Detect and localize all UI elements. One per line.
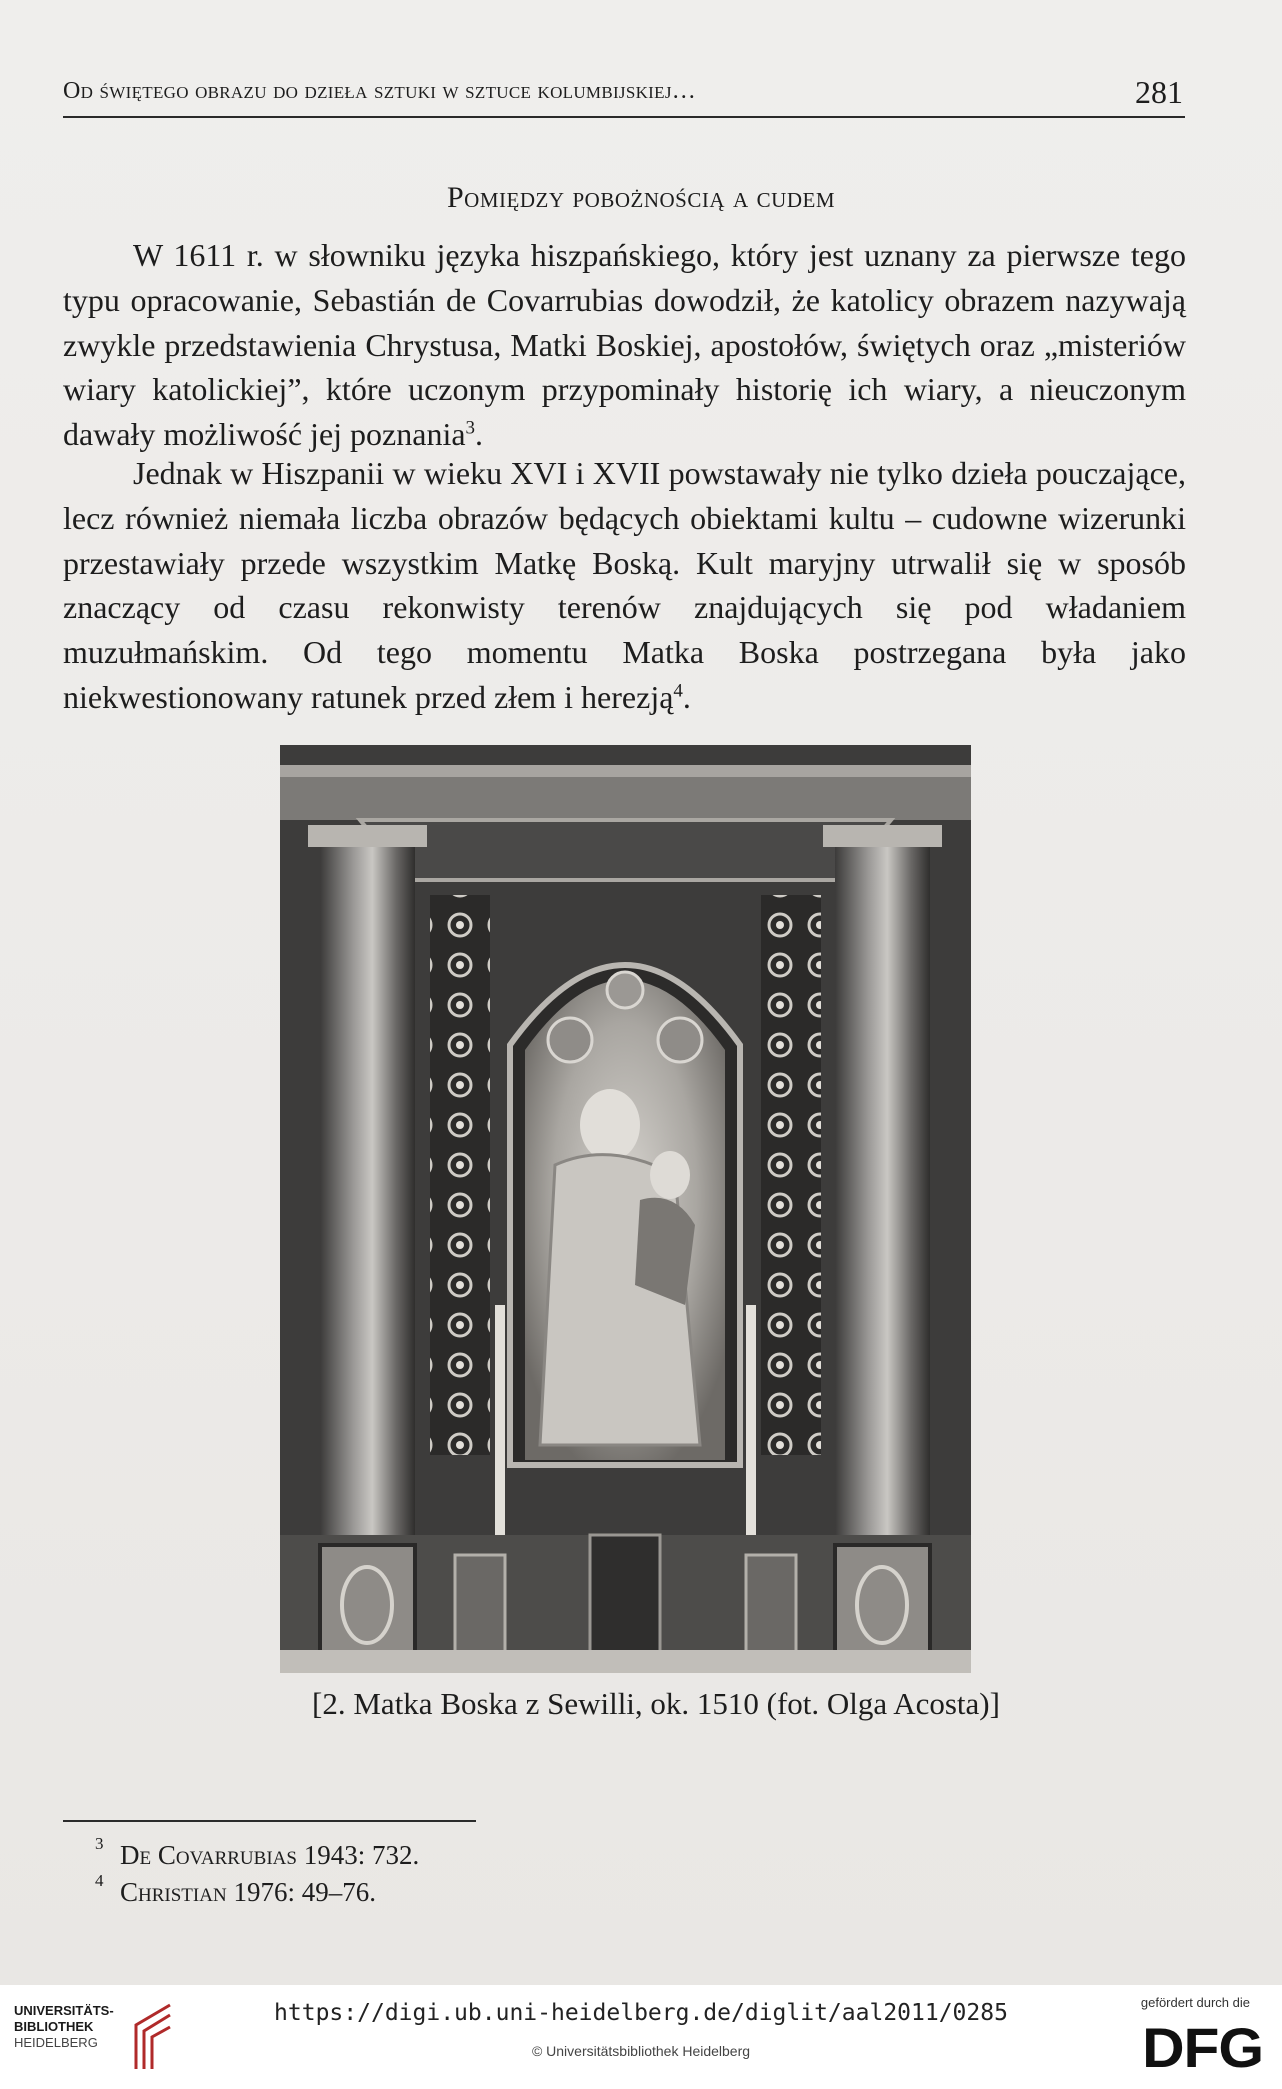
paragraph-text: W 1611 r. w słowniku języka hiszpańskiego, który jest uznany za pierwsze tego typu opracowanie, Sebastián de Covarrubias dowodził, że katolicy obrazem nazywają zwykle przedstawienia Chrystusa, Matki Boskiej, apostołów, świętych oraz „misteriów wiary katolickiej”, które uczonym przypominały historię ich wiary, a nieuczonym dawały możliwość jej poznania: [63, 237, 1186, 453]
footnote-rule: [63, 1820, 476, 1822]
footnote-author: Christian: [120, 1877, 227, 1907]
library-name-line: HEIDELBERG: [14, 2035, 98, 2050]
footnote: [95, 1871, 376, 1908]
paragraph-end: .: [682, 678, 691, 715]
digitization-footer: [0, 1985, 1282, 2089]
library-name-line: UNIVERSITÄTS-: [14, 2003, 114, 2018]
paragraph-2: [63, 451, 1186, 720]
footnote: [95, 1834, 420, 1871]
altar-photograph: [280, 745, 971, 1673]
section-title: Pomiędzy pobożnością a cudem: [446, 181, 836, 214]
dfg-logo[interactable]: DFG: [1141, 2016, 1263, 2079]
footnote-reference: 1943: 732.: [296, 1840, 420, 1870]
altar-illustration: [280, 745, 971, 1673]
running-title: Od świętego obrazu do dzieła sztuki w sztuce kolumbijskiej…: [63, 78, 697, 104]
paragraph-1: [63, 233, 1186, 457]
footnote-ref[interactable]: 4: [673, 680, 683, 702]
footnote-number: 3: [95, 1834, 104, 1853]
footnote-number: 4: [95, 1871, 104, 1890]
funding-note: gefördert durch die: [1140, 1995, 1250, 2010]
header-rule: [63, 116, 1185, 118]
figure-caption: [2. Matka Boska z Sewilli, ok. 1510 (fot. Olga Acosta)]: [312, 1686, 1000, 1721]
page-number: 281: [1135, 74, 1183, 110]
footnote-author: De Covarrubias: [120, 1840, 297, 1870]
paragraph-end: .: [475, 416, 484, 453]
page-url-link[interactable]: https://digi.ub.uni-heidelberg.de/diglit/aal2011/0285: [274, 2000, 1008, 2026]
library-name-line: BIBLIOTHEK: [14, 2019, 94, 2034]
copyright-notice: © Universitätsbibliothek Heidelberg: [531, 2043, 751, 2059]
footnote-reference: 1976: 49–76.: [226, 1877, 376, 1907]
footnote-ref[interactable]: 3: [465, 417, 476, 439]
paragraph-text: Jednak w Hiszpanii w wieku XVI i XVII powstawały nie tylko dzieła pouczające, lecz również niemała liczba obrazów będących obiektami kultu – cudowne wizerunki przestawiały przede wszystkim Matkę Boską. Kult maryjny utrwalił się w sposób znaczący od czasu rekonwisty terenów znajdujących się pod władaniem muzułmańskim. Od tego momentu Matka Boska postrzegana była jako niekwestionowany ratunek przed złem i herezją: [63, 455, 1186, 715]
